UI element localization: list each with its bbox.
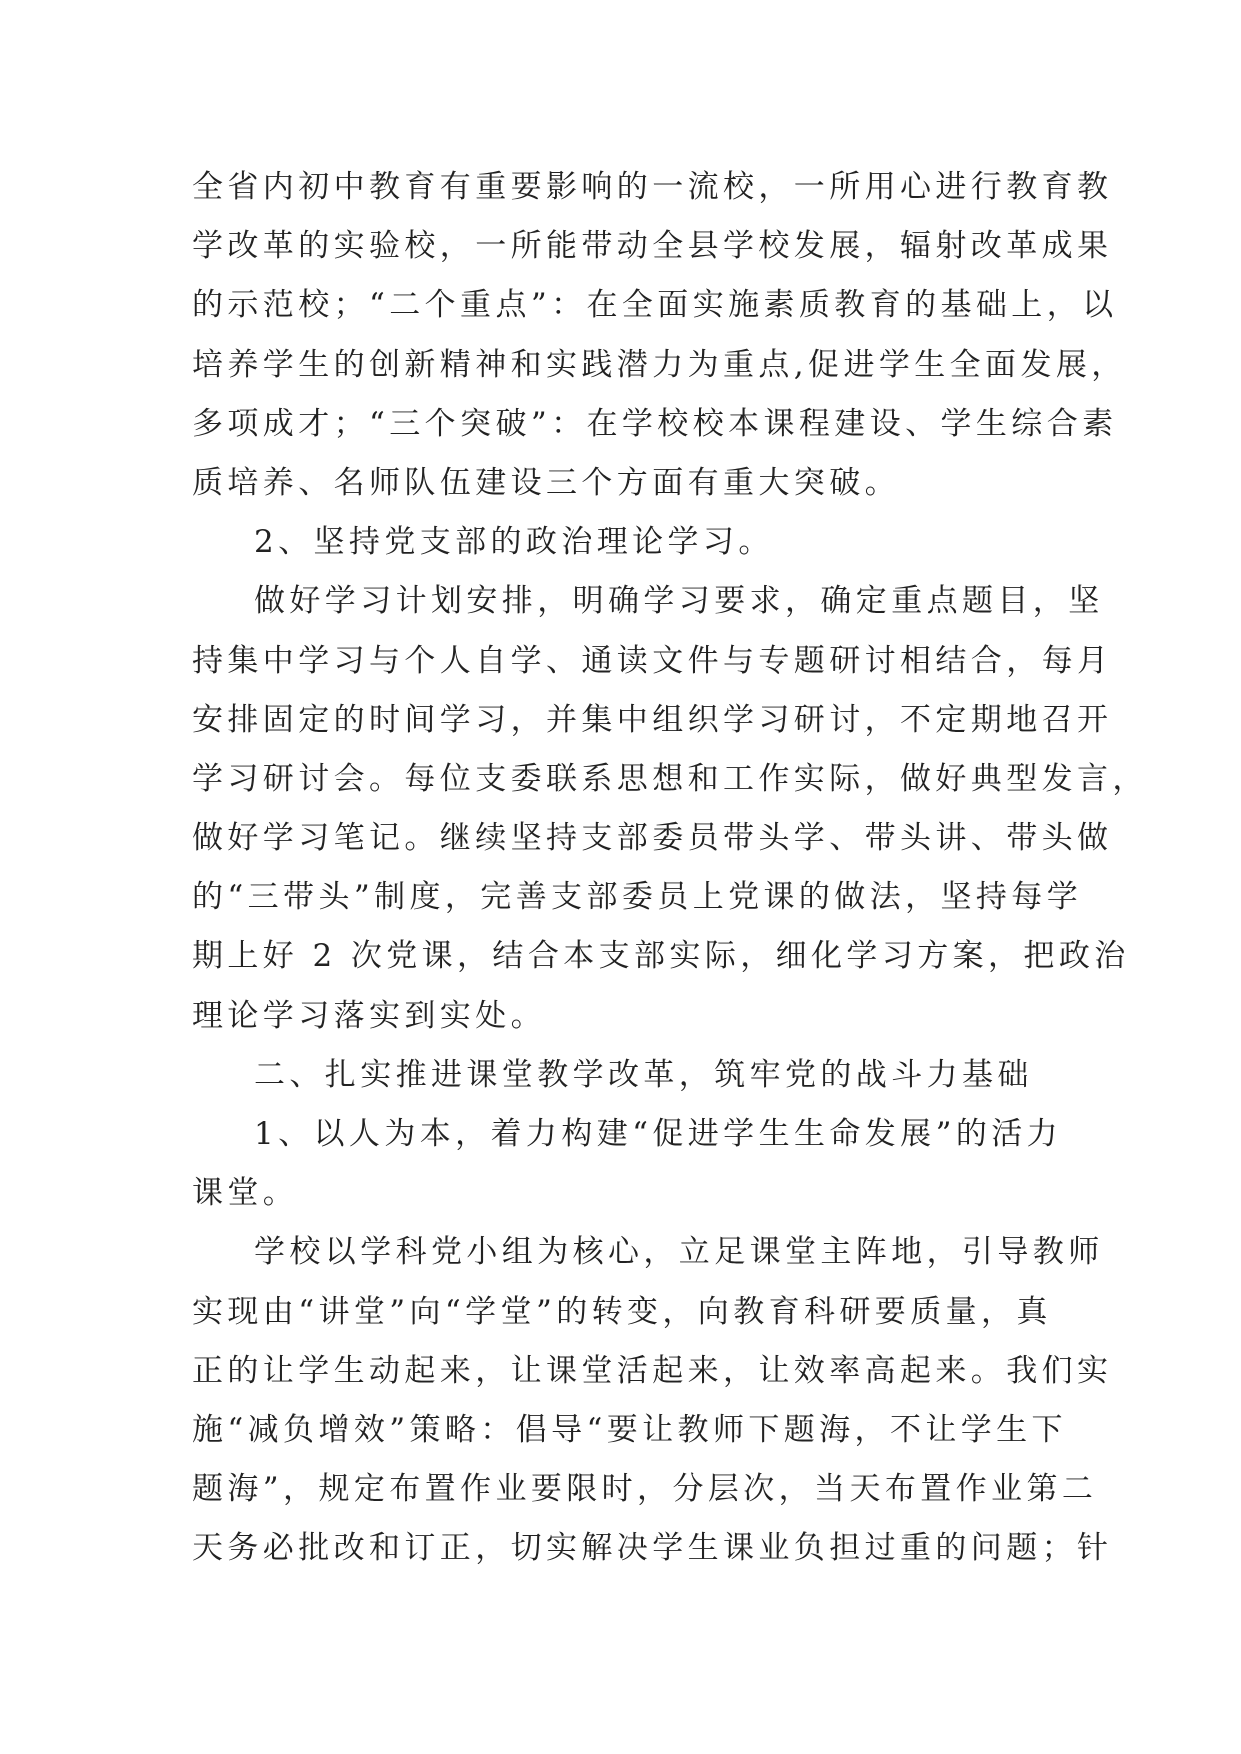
text-line: 持集中学习与个人自学、通读文件与专题研讨相结合，每月 bbox=[192, 642, 1113, 679]
text-line: 多项成才；“三个突破”：在学校校本课程建设、学生综合素 bbox=[192, 405, 1118, 442]
text-line: 做好学习计划安排，明确学习要求，确定重点题目，坚 bbox=[254, 583, 1104, 620]
text-line: 题海”，规定布置作业要限时，分层次，当天布置作业第二 bbox=[192, 1471, 1098, 1508]
text-line: 的“三带头”制度，完善支部委员上党课的做法，坚持每学 bbox=[192, 879, 1083, 916]
text-line: 全省内初中教育有重要影响的一流校，一所用心进行教育教 bbox=[192, 169, 1113, 205]
section-heading: 2、坚持党支部的政治理论学习。 bbox=[254, 524, 774, 561]
text-line: 培养学生的创新精神和实践潜力为重点,促进学生全面发展， bbox=[192, 346, 1127, 383]
text-line: 学改革的实验校，一所能带动全县学校发展，辐射改革成果 bbox=[192, 228, 1113, 265]
text-line: 天务必批改和订正，切实解决学生课业负担过重的问题；针 bbox=[192, 1530, 1113, 1567]
text-line: 学校以学科党小组为核心，立足课堂主阵地，引导教师 bbox=[254, 1234, 1104, 1271]
text-line: 理论学习落实到实处。 bbox=[192, 997, 546, 1034]
text-line: 课堂。 bbox=[192, 1175, 299, 1212]
section-heading: 二、扎实推进课堂教学改革，筑牢党的战斗力基础 bbox=[254, 1056, 1033, 1093]
text-line: 学习研讨会。每位支委联系思想和工作实际，做好典型发言， bbox=[192, 760, 1148, 797]
subsection-heading: 1、以人为本，着力构建“促进学生生命发展”的活力 bbox=[254, 1116, 1063, 1152]
text-line: 做好学习笔记。继续坚持支部委员带头学、带头讲、带头做 bbox=[192, 820, 1113, 857]
text-line: 施“减负增效”策略：倡导“要让教师下题海，不让学生下 bbox=[192, 1411, 1067, 1448]
text-line: 质培养、名师队伍建设三个方面有重大突破。 bbox=[192, 464, 900, 501]
text-line: 正的让学生动起来，让课堂活起来，让效率高起来。我们实 bbox=[192, 1352, 1113, 1389]
text-line: 实现由“讲堂”向“学堂”的转变，向教育科研要质量，真 bbox=[192, 1293, 1052, 1330]
text-line: 期上好 2 次党课，结合本支部实际，细化学习方案，把政治 bbox=[192, 938, 1130, 975]
text-line: 的示范校；“二个重点”：在全面实施素质教育的基础上，以 bbox=[192, 287, 1118, 324]
document-body bbox=[192, 158, 1148, 1579]
text-line: 安排固定的时间学习，并集中组织学习研讨，不定期地召开 bbox=[192, 701, 1113, 738]
